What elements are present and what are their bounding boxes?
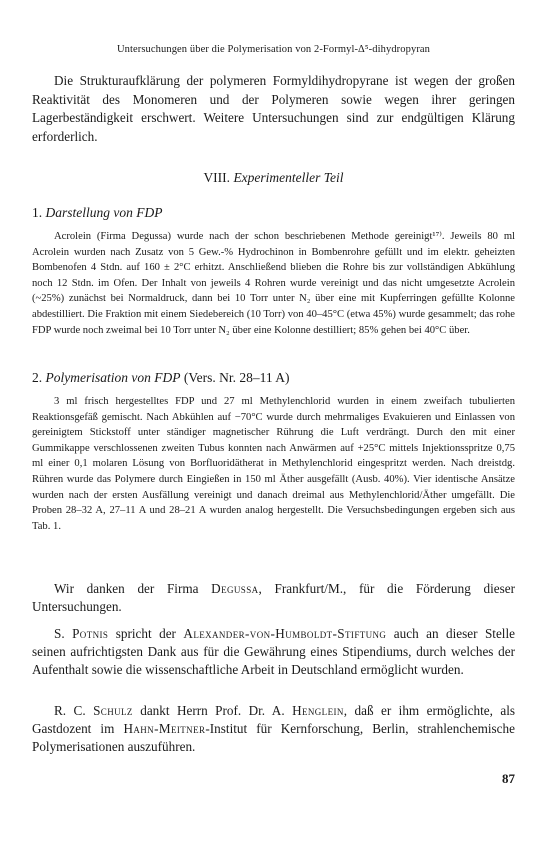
ack-3-mid2: , daß er ihm ermöglichte, als Gastdozent im [32, 703, 515, 736]
section-1-title: Darstellung von FDP [45, 205, 163, 220]
acknowledgement-degussa [32, 580, 515, 616]
intro-text: Die Strukturaufklärung der polymeren Formyldihydropyrane ist wegen der großen Reaktivität des Monomeren und der Polymeren sowie wegen ihrer geringen Lagerbeständigkeit erschwert. Weitere Untersuchungen sind zur endgültigen Klärung erforderlich. [32, 73, 515, 144]
acknowledgement-humboldt [32, 625, 515, 679]
acknowledgement-henglein [32, 702, 515, 756]
ack-2-foundation: Alexander-von-Humboldt-Stiftung [183, 626, 387, 641]
running-title: Untersuchungen über die Polymerisation von 2-Formyl-Δ⁵-dihydropyran [116, 44, 431, 55]
chapter-heading [32, 170, 515, 186]
section-1-body: Acrolein (Firma Degussa) wurde nach der schon beschriebenen Methode gereinigt¹⁷⁾. Jeweils 80 ml Acrolein wurden nach Zusatz von 5 Gew.-% Hydrochinon in Bombenrohre gefüllt und im elektr. geheizten Bombenofen 4 Stdn. auf 160 ± 2°C erhitzt. Anschließend blieben die Rohre bis zur vollständigen Abkühlung noch 12 Stdn. im Ofen. Der Inhalt von jeweils 4 Rohren wurde vereinigt und das nicht umgesetzte Acrolein (~25%) zunächst bei Normaldruck, dann bei 10 Torr unter N₂ über eine mit Kupferringen gefüllte Kolonne abdestilliert. Die Fraktion mit einem Siedebereich (10 Torr) von 40–45°C (etwa 45%) wurde gesammelt; das rohe FDP wurde noch zweimal bei 10 Torr unter N₂ über eine Kolonne destilliert; 85% gehen bei 40°C über. [32, 231, 515, 336]
ack-3-institute: Hahn-Meitner [123, 721, 206, 736]
section-2-number: 2. [32, 370, 43, 385]
section-2-heading [32, 370, 515, 386]
ack-1-company: Degussa [211, 581, 259, 596]
ack-1-post: , Frankfurt/M., für die Förderung dieser Untersuchungen. [32, 581, 515, 614]
ack-3-post: -Institut für Kernforschung, Berlin, strahlenchemische Polymerisationen auszuführen. [32, 721, 515, 754]
ack-2-pre: S. [54, 626, 73, 641]
section-2-suffix: (Vers. Nr. 28–11 A) [183, 370, 290, 385]
section-2-title: Polymerisation von FDP [45, 370, 181, 385]
ack-2-person: Potnis [72, 626, 109, 641]
chapter-number: VIII. [203, 170, 231, 185]
ack-3-person: Schulz [93, 703, 133, 718]
section-1-number: 1. [32, 205, 43, 220]
intro-paragraph [32, 72, 515, 146]
ack-3-pre: R. C. [54, 703, 94, 718]
ack-1-pre: Wir danken der Firma [54, 581, 212, 596]
ack-3-mid: dankt Herrn Prof. Dr. A. [132, 703, 293, 718]
chapter-title: Experimenteller Teil [233, 170, 344, 185]
ack-2-post: auch an dieser Stelle seinen aufrichtigsten Dank aus für die Gewährung eines Stipendiums, durch welches der Aufenthalt sowie die wissenschaftliche Arbeit in Deutschland ermöglicht wurden. [32, 626, 515, 677]
section-2-body: 3 ml frisch hergestelltes FDP und 27 ml Methylenchlorid wurden in einem zweifach tubulierten Reaktionsgefäß gemischt. Nach Abkühlen auf −70°C wurde durch mehrmaliges Evakuieren und Einlassen von gereinigtem Stickstoff unter ständiger magnetischer Rührung die Luft verdrängt. Durch den mit einer Gummikappe verschlossenen zweiten Tubus konnten nach Anwärmen auf +25°C mittels Injektionsspritze 0,75 ml einer 0,1 molaren Lösung von Borfluoridätherat in Methylenchlorid eingespritzt werden. Nach dreistdg. Rühren wurde das Polymere durch Eingießen in 150 ml Äther ausgefällt (Ausb. 40%). Vier identische Ansätze wurden nach der ersten Ausfällung vereinigt und danach dreimal aus Methylenchlorid/Äther umgefällt. Die Proben 28–32 A, 27–11 A und 28–21 A wurden analog hergestellt. Die Versuchsbedingungen ergeben sich aus Tab. 1. [32, 396, 515, 532]
section-1-heading [32, 205, 515, 221]
ack-3-professor: Henglein [292, 703, 344, 718]
ack-2-mid: spricht der [108, 626, 184, 641]
page-number: 87 [502, 771, 515, 786]
